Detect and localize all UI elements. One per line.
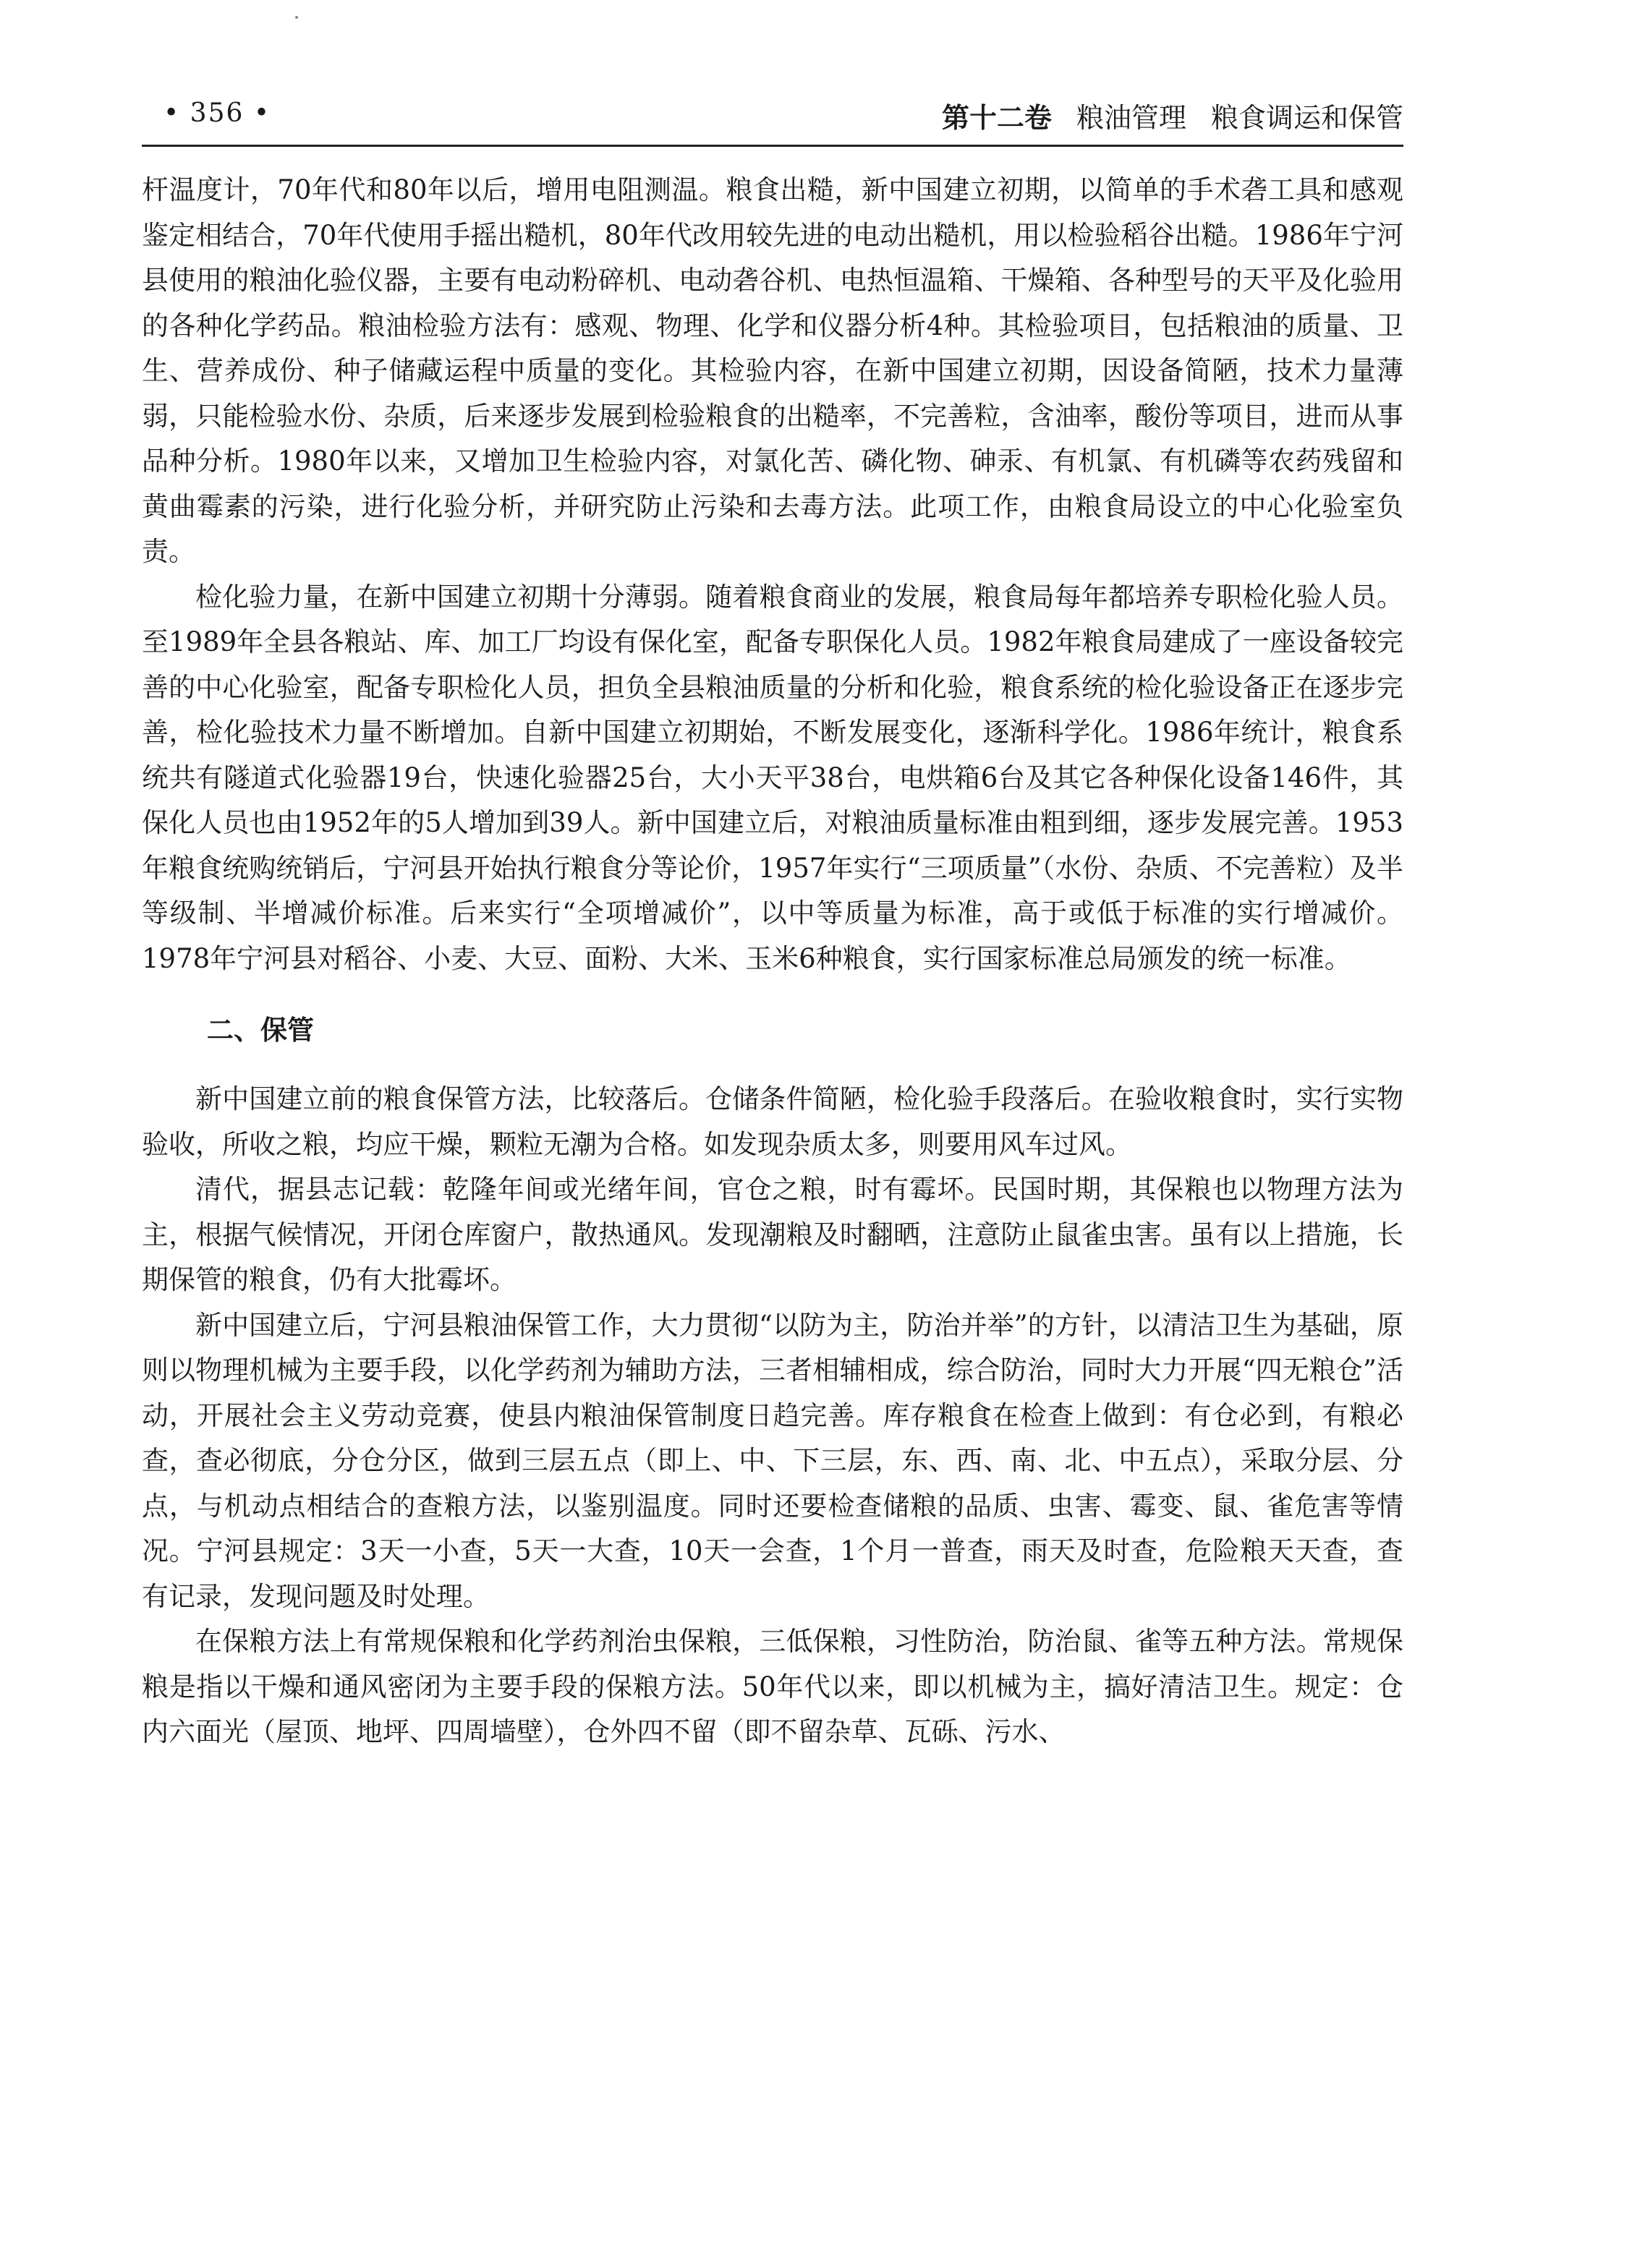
scan-speck bbox=[295, 16, 298, 19]
running-head bbox=[942, 95, 1403, 135]
header-rule bbox=[142, 145, 1403, 147]
paragraph: 检化验力量，在新中国建立初期十分薄弱。随着粮食商业的发展，粮食局每年都培养专职检化验人员。至1989年全县各粮站、库、加工厂均设有保化室，配备专职保化人员。1982年粮食局建成了一座设备较完善的中心化验室，配备专职检化人员，担负全县粮油质量的分析和化验，粮食系统的检化验设备正在逐步完善，检化验技术力量不断增加。自新中国建立初期始，不断发展变化，逐渐科学化。1986年统计，粮食系统共有隧道式化验器19台，快速化验器25台，大小天平38台，电烘箱6台及其它各种保化设备146件，其保化人员也由1952年的5人增加到39人。新中国建立后，对粮油质量标准由粗到细，逐步发展完善。1953年粮食统购统销后，宁河县开始执行粮食分等论价，1957年实行“三项质量”（水份、杂质、不完善粒）及半等级制、半增减价标准。后来实行“全项增减价”，以中等质量为标准，高于或低于标准的实行增减价。1978年宁河县对稻谷、小麦、大豆、面粉、大米、玉米6种粮食，实行国家标准总局颁发的统一标准。 bbox=[142, 581, 1403, 974]
chapter-title: 粮食调运和保管 bbox=[1210, 102, 1403, 134]
body-text bbox=[142, 168, 1403, 1755]
volume-title: 第十二卷 bbox=[941, 102, 1052, 134]
paragraph: 新中国建立后，宁河县粮油保管工作，大力贯彻“以防为主，防治并举”的方针，以清洁卫生为基础，原则以物理机械为主要手段，以化学药剂为辅助方法，三者相辅相成，综合防治，同时大力开展“四无粮仓”活动，开展社会主义劳动竞赛，使县内粮油保管制度日趋完善。库存粮食在检查上做到：有仓必到，有粮必查，查必彻底，分仓分区，做到三层五点（即上、中、下三层，东、西、南、北、中五点），采取分层、分点，与机动点相结合的查粮方法，以鉴别温度。同时还要检查储粮的品质、虫害、霉变、鼠、雀危害等情况。宁河县规定：3天一小查，5天一大查，10天一会查，1个月一普查，雨天及时查，危险粮天天查，查有记录，发现问题及时处理。 bbox=[142, 1309, 1403, 1612]
page-number: • 356 • bbox=[163, 98, 271, 128]
page-header bbox=[142, 95, 1403, 146]
section-title: 粮油管理 bbox=[1076, 102, 1186, 134]
paragraph: 清代，据县志记载：乾隆年间或光绪年间，官仓之粮，时有霉坏。民国时期，其保粮也以物理方法为主，根据气候情况，开闭仓库窗户，散热通风。发现潮粮及时翻晒，注意防止鼠雀虫害。虽有以上措施，长期保管的粮食，仍有大批霉坏。 bbox=[142, 1174, 1403, 1295]
paragraph: 杆温度计，70年代和80年以后，增用电阻测温。粮食出糙，新中国建立初期，以简单的手术砻工具和感观鉴定相结合，70年代使用手摇出糙机，80年代改用较先进的电动出糙机，用以检验稻谷出糙。1986年宁河县使用的粮油化验仪器，主要有电动粉碎机、电动砻谷机、电热恒温箱、干燥箱、各种型号的天平及化验用的各种化学药品。粮油检验方法有：感观、物理、化学和仪器分析4种。其检验项目，包括粮油的质量、卫生、营养成份、种子储藏运程中质量的变化。其检验内容，在新中国建立初期，因设备简陋，技术力量薄弱，只能检验水份、杂质，后来逐步发展到检验粮食的出糙率，不完善粒，含油率，酸份等项目，进而从事品种分析。1980年以来，又增加卫生检验内容，对氯化苦、磷化物、砷汞、有机氯、有机磷等农药残留和黄曲霉素的污染，进行化验分析，并研究防止污染和去毒方法。此项工作，由粮食局设立的中心化验室负责。 bbox=[142, 174, 1403, 567]
paragraph: 在保粮方法上有常规保粮和化学药剂治虫保粮，三低保粮，习性防治，防治鼠、雀等五种方法。常规保粮是指以干燥和通风密闭为主要手段的保粮方法。50年代以来，即以机械为主，搞好清洁卫生。规定：仓内六面光（屋顶、地坪、四周墙壁），仓外四不留（即不留杂草、瓦砾、污水、 bbox=[142, 1626, 1403, 1747]
paragraph: 新中国建立前的粮食保管方法，比较落后。仓储条件简陋，检化验手段落后。在验收粮食时，实行实物验收，所收之粮，均应干燥，颗粒无潮为合格。如发现杂质太多，则要用风车过风。 bbox=[142, 1083, 1403, 1160]
section-heading: 二、保管 bbox=[207, 1015, 314, 1046]
